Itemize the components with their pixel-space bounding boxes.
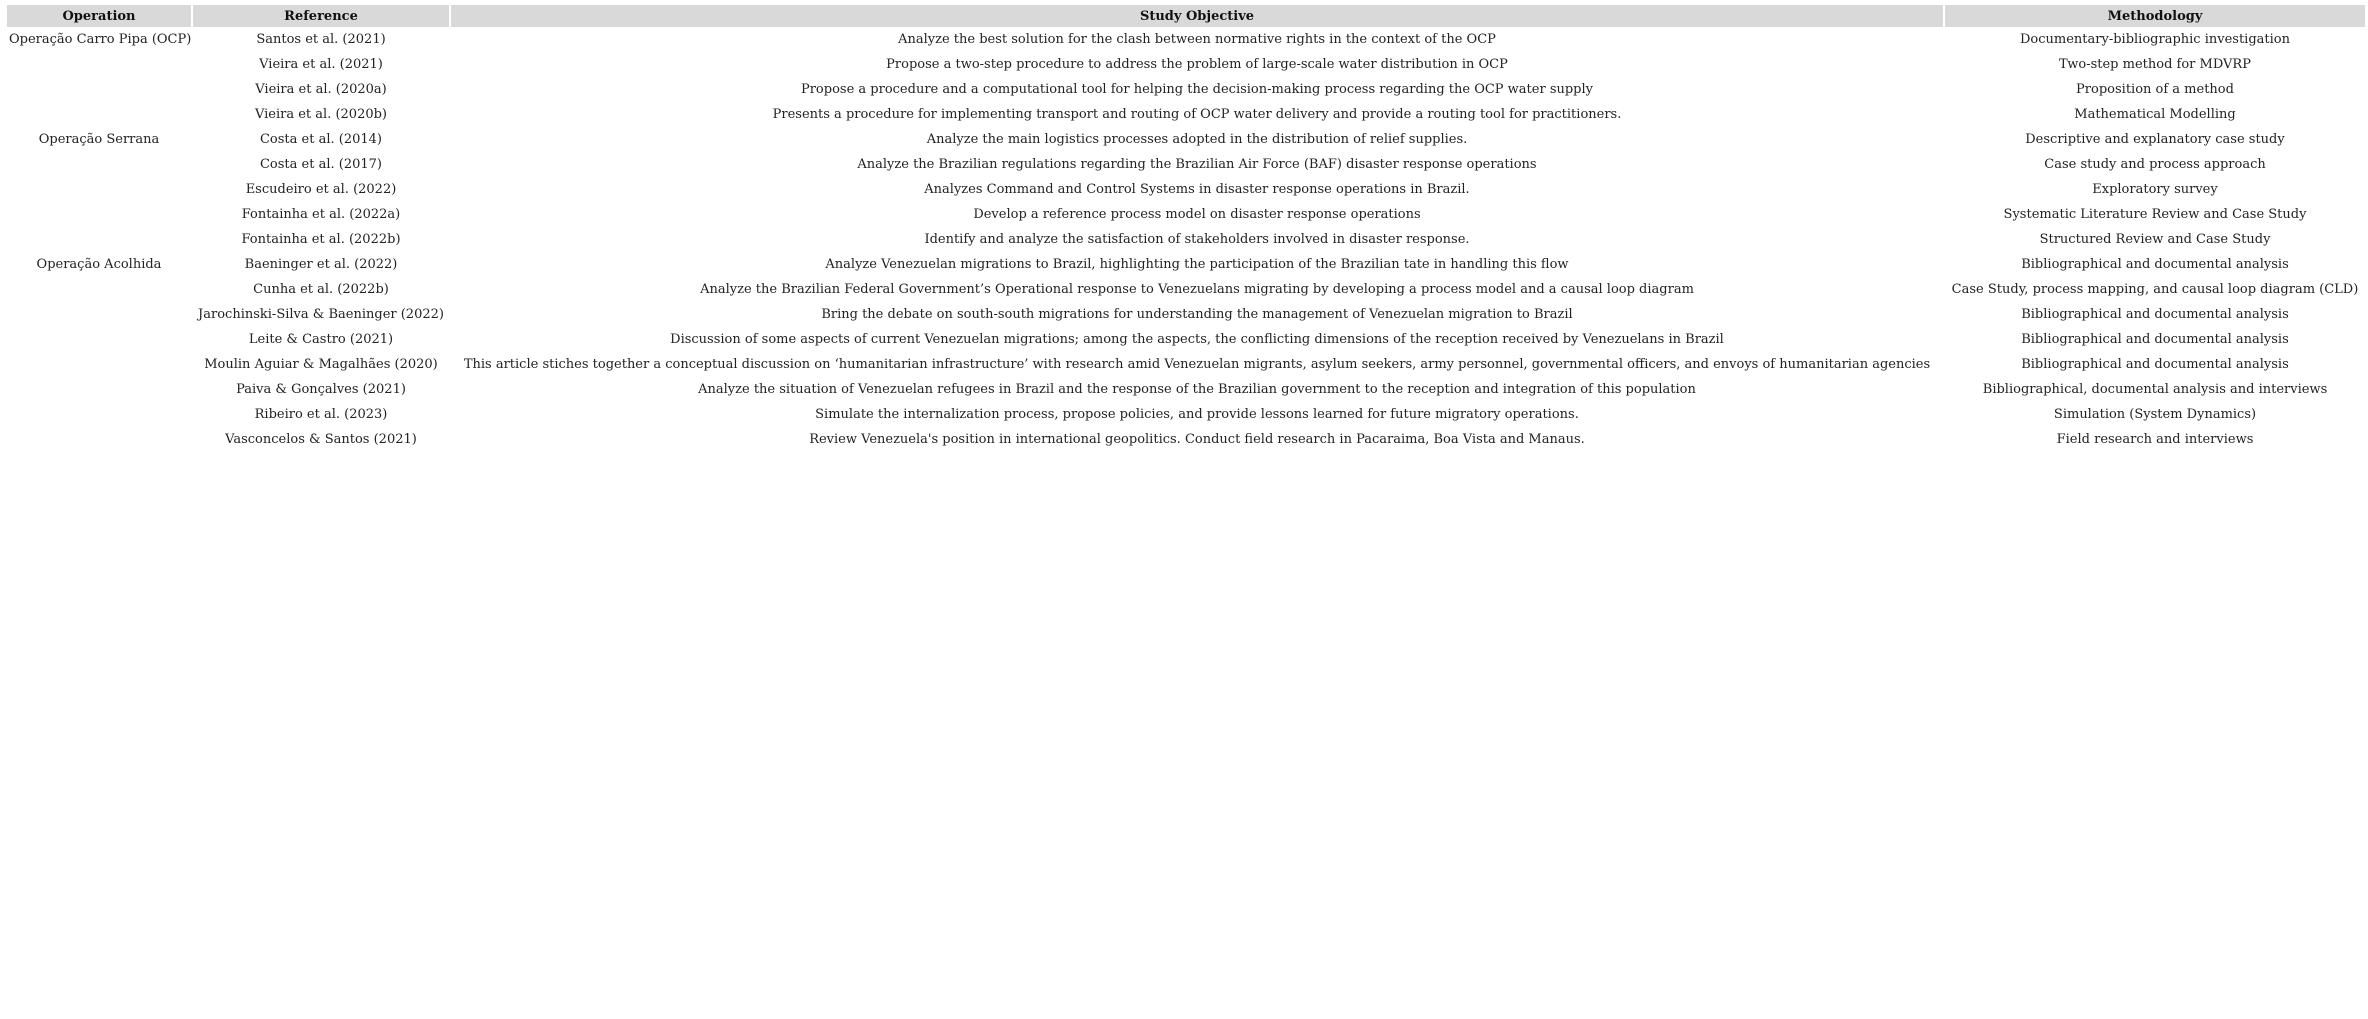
table-row xyxy=(7,27,2365,52)
operation-cell xyxy=(7,152,191,177)
header-row xyxy=(7,5,2365,27)
table-row xyxy=(7,327,2365,352)
methodology-cell: Bibliographical and documental analysis xyxy=(2021,307,2289,322)
operation-cell xyxy=(7,402,191,427)
methodology-cell: Simulation (System Dynamics) xyxy=(2053,407,2257,422)
objective-cell: Review Venezuela's position in international geopolitics. Conduct field research in Pacaraima, Boa Vista and Manaus. xyxy=(809,432,1585,447)
objective-cell: Bring the debate on south-south migrations for understanding the management of Venezuelan migration to Brazil xyxy=(821,307,1573,322)
objective-cell: Analyze the best solution for the clash between normative rights in the context of the OCP xyxy=(898,32,1496,47)
reference-cell: Santos et al. (2021) xyxy=(256,32,386,47)
operation-cell xyxy=(7,302,191,327)
table-row xyxy=(7,252,2365,277)
objective-cell: Discussion of some aspects of current Venezuelan migrations; among the aspects, the conflicting dimensions of the reception received by Venezuelans in Brazil xyxy=(670,332,1724,347)
reference-cell: Vieira et al. (2020b) xyxy=(254,107,388,122)
operation-cell xyxy=(7,102,191,127)
objective-cell: This article stiches together a conceptual discussion on ‘humanitarian infrastructure’ with research amid Venezuelan migrants, asylum seekers, army personnel, governmental officers, and envoys of humanitarian agencies xyxy=(463,357,1931,372)
methodology-cell: Bibliographical and documental analysis xyxy=(2021,357,2289,372)
table-row xyxy=(7,227,2365,252)
methodology-cell: Structured Review and Case Study xyxy=(2039,232,2271,247)
table-row xyxy=(7,427,2365,452)
operation-cell xyxy=(7,52,191,77)
table-row xyxy=(7,202,2365,227)
methodology-cell: Exploratory survey xyxy=(2092,182,2218,197)
reference-cell: Leite & Castro (2021) xyxy=(248,332,394,347)
objective-cell: Identify and analyze the satisfaction of stakeholders involved in disaster response. xyxy=(924,232,1470,247)
methodology-cell: Documentary-bibliographic investigation xyxy=(2020,32,2290,47)
objective-cell: Propose a two-step procedure to address the problem of large-scale water distribution in OCP xyxy=(886,57,1508,72)
objective-cell: Develop a reference process model on disaster response operations xyxy=(973,207,1421,222)
operation-cell xyxy=(7,77,191,102)
methodology-cell: Mathematical Modelling xyxy=(2074,107,2236,122)
objective-cell: Analyze the situation of Venezuelan refugees in Brazil and the response of the Brazilian government to the reception and integration of this population xyxy=(698,382,1696,397)
reference-cell: Fontainha et al. (2022b) xyxy=(241,232,401,247)
header-reference: Reference xyxy=(193,5,449,27)
reference-cell: Vasconcelos & Santos (2021) xyxy=(225,432,417,447)
table-row xyxy=(7,402,2365,427)
methodology-cell: Bibliographical and documental analysis xyxy=(2021,332,2289,347)
reference-cell: Fontainha et al. (2022a) xyxy=(241,207,401,222)
reference-cell: Jarochinski-Silva & Baeninger (2022) xyxy=(198,307,444,322)
objective-cell: Analyzes Command and Control Systems in disaster response operations in Brazil. xyxy=(924,182,1470,197)
operation-cell: Operação Serrana xyxy=(38,132,160,147)
operation-cell xyxy=(7,327,191,352)
objective-cell: Analyze Venezuelan migrations to Brazil, highlighting the participation of the Brazilian tate in handling this flow xyxy=(825,257,1569,272)
reference-cell: Costa et al. (2014) xyxy=(259,132,382,147)
objective-cell: Simulate the internalization process, propose policies, and provide lessons learned for future migratory operations. xyxy=(815,407,1579,422)
reference-cell: Ribeiro et al. (2023) xyxy=(254,407,388,422)
methodology-cell: Systematic Literature Review and Case Study xyxy=(2003,207,2307,222)
methodology-cell: Two-step method for MDVRP xyxy=(2059,57,2251,72)
methodology-cell: Descriptive and explanatory case study xyxy=(2025,132,2285,147)
table-row xyxy=(7,177,2365,202)
literature-table xyxy=(5,5,2367,452)
operation-cell: Operação Carro Pipa (OCP) xyxy=(9,32,191,47)
methodology-cell: Field research and interviews xyxy=(2056,432,2254,447)
operation-cell xyxy=(7,227,191,252)
header-methodology: Methodology xyxy=(1945,5,2365,27)
methodology-cell: Case Study, process mapping, and causal loop diagram (CLD) xyxy=(1951,282,2359,297)
reference-cell: Costa et al. (2017) xyxy=(259,157,382,172)
table-row xyxy=(7,352,2365,377)
operation-cell xyxy=(7,202,191,227)
reference-cell: Moulin Aguiar & Magalhães (2020) xyxy=(204,357,438,372)
methodology-cell: Bibliographical, documental analysis and interviews xyxy=(1982,382,2328,397)
objective-cell: Analyze the Brazilian regulations regarding the Brazilian Air Force (BAF) disaster response operations xyxy=(857,157,1537,172)
operation-cell xyxy=(7,377,191,402)
objective-cell: Analyze the Brazilian Federal Government’s Operational response to Venezuelans migrating by developing a process model and a causal loop diagram xyxy=(700,282,1694,297)
operation-cell xyxy=(7,352,191,377)
operation-cell: Operação Acolhida xyxy=(36,257,162,272)
methodology-cell: Case study and process approach xyxy=(2044,157,2266,172)
objective-cell: Propose a procedure and a computational tool for helping the decision-making process regarding the OCP water supply xyxy=(800,82,1594,97)
reference-cell: Escudeiro et al. (2022) xyxy=(245,182,397,197)
objective-cell: Analyze the main logistics processes adopted in the distribution of relief supplies. xyxy=(926,132,1468,147)
header-study-objective: Study Objective xyxy=(451,5,1943,27)
table-row xyxy=(7,77,2365,102)
reference-cell: Vieira et al. (2020a) xyxy=(255,82,387,97)
reference-cell: Cunha et al. (2022b) xyxy=(253,282,389,297)
header-operation: Operation xyxy=(7,5,191,27)
operation-cell xyxy=(7,177,191,202)
table-row xyxy=(7,102,2365,127)
table-row xyxy=(7,377,2365,402)
reference-cell: Vieira et al. (2021) xyxy=(259,57,383,72)
table-row xyxy=(7,152,2365,177)
operation-cell xyxy=(7,427,191,452)
table-row xyxy=(7,52,2365,77)
operation-cell xyxy=(7,277,191,302)
reference-cell: Paiva & Gonçalves (2021) xyxy=(236,382,406,397)
methodology-cell: Proposition of a method xyxy=(2076,82,2234,97)
table-row xyxy=(7,302,2365,327)
methodology-cell: Bibliographical and documental analysis xyxy=(2021,257,2289,272)
table-row xyxy=(7,277,2365,302)
table-row xyxy=(7,127,2365,152)
objective-cell: Presents a procedure for implementing transport and routing of OCP water delivery and provide a routing tool for practitioners. xyxy=(772,107,1622,122)
reference-cell: Baeninger et al. (2022) xyxy=(244,257,398,272)
